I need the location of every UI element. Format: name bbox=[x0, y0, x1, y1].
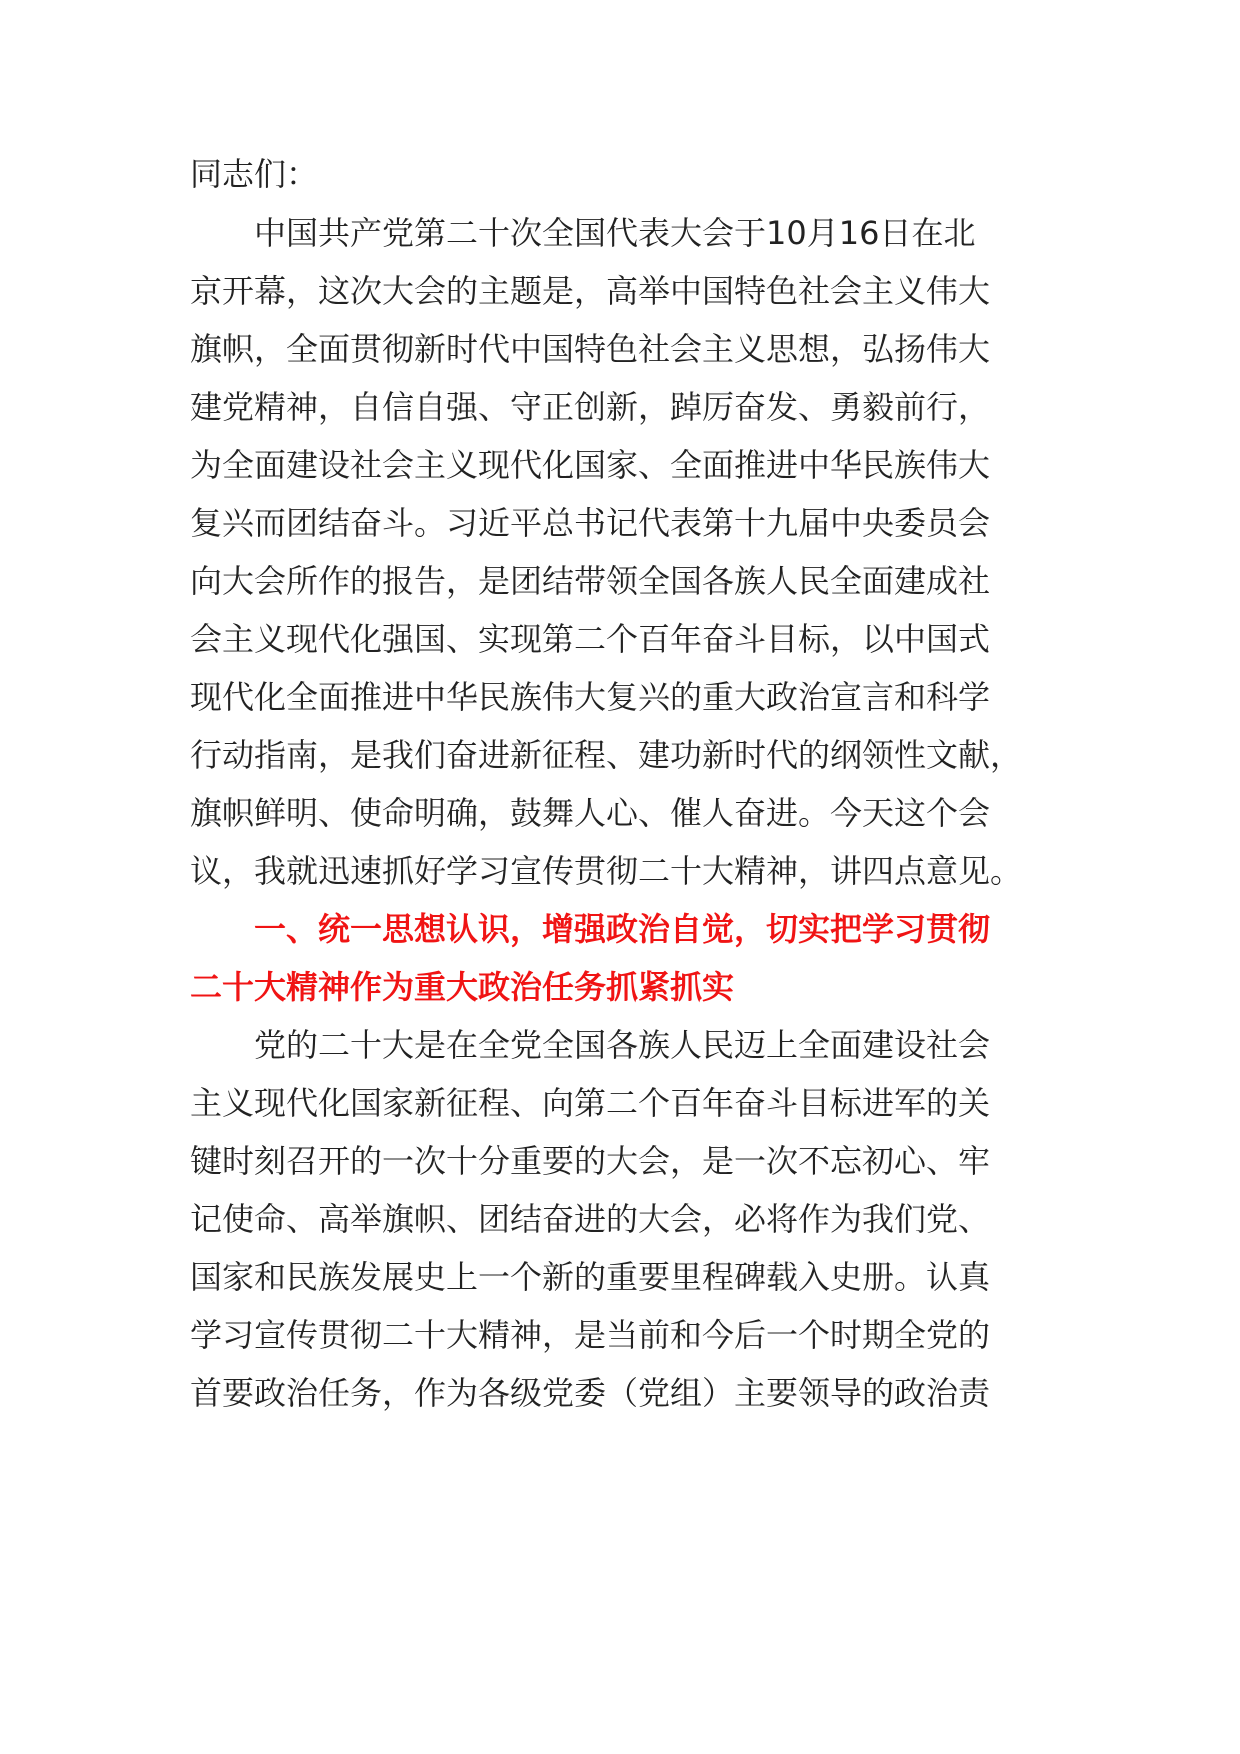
paragraph-1-line: 京开幕，这次大会的主题是，高举中国特色社会主义伟大 bbox=[190, 272, 991, 310]
section-heading-1-cont: 二十大精神作为重大政治任务抓紧抓实 bbox=[190, 968, 735, 1006]
paragraph-2-line: 首要政治任务，作为各级党委（党组）主要领导的政治责 bbox=[190, 1374, 991, 1412]
paragraph-2-line: 键时刻召开的一次十分重要的大会，是一次不忘初心、牢 bbox=[190, 1142, 991, 1180]
paragraph-1-line: 中国共产党第二十次全国代表大会于10月16日在北 bbox=[254, 214, 976, 252]
salutation: 同志们： bbox=[190, 155, 319, 193]
paragraph-1-line: 行动指南，是我们奋进新征程、建功新时代的纲领性文献， bbox=[190, 736, 1023, 774]
section-heading-1: 一、统一思想认识，增强政治自觉，切实把学习贯彻 bbox=[254, 910, 991, 948]
paragraph-1-line: 现代化全面推进中华民族伟大复兴的重大政治宣言和科学 bbox=[190, 678, 991, 716]
paragraph-2-line: 党的二十大是在全党全国各族人民迈上全面建设社会 bbox=[254, 1026, 991, 1064]
paragraph-2-line: 学习宣传贯彻二十大精神，是当前和今后一个时期全党的 bbox=[190, 1316, 991, 1354]
paragraph-1-line: 议，我就迅速抓好学习宣传贯彻二十大精神，讲四点意见。 bbox=[190, 852, 1023, 890]
paragraph-1-line: 复兴而团结奋斗。习近平总书记代表第十九届中央委员会 bbox=[190, 504, 991, 542]
paragraph-1-line: 会主义现代化强国、实现第二个百年奋斗目标，以中国式 bbox=[190, 620, 991, 658]
paragraph-2-line: 主义现代化国家新征程、向第二个百年奋斗目标进军的关 bbox=[190, 1084, 991, 1122]
paragraph-1-line: 旗帜，全面贯彻新时代中国特色社会主义思想，弘扬伟大 bbox=[190, 330, 991, 368]
paragraph-2-line: 国家和民族发展史上一个新的重要里程碑载入史册。认真 bbox=[190, 1258, 991, 1296]
paragraph-1-line: 建党精神，自信自强、守正创新，踔厉奋发、勇毅前行， bbox=[190, 388, 991, 426]
paragraph-1-line: 旗帜鲜明、使命明确，鼓舞人心、催人奋进。今天这个会 bbox=[190, 794, 991, 832]
paragraph-1-line: 向大会所作的报告，是团结带领全国各族人民全面建成社 bbox=[190, 562, 991, 600]
paragraph-1-line: 为全面建设社会主义现代化国家、全面推进中华民族伟大 bbox=[190, 446, 991, 484]
paragraph-2-line: 记使命、高举旗帜、团结奋进的大会，必将作为我们党、 bbox=[190, 1200, 991, 1238]
